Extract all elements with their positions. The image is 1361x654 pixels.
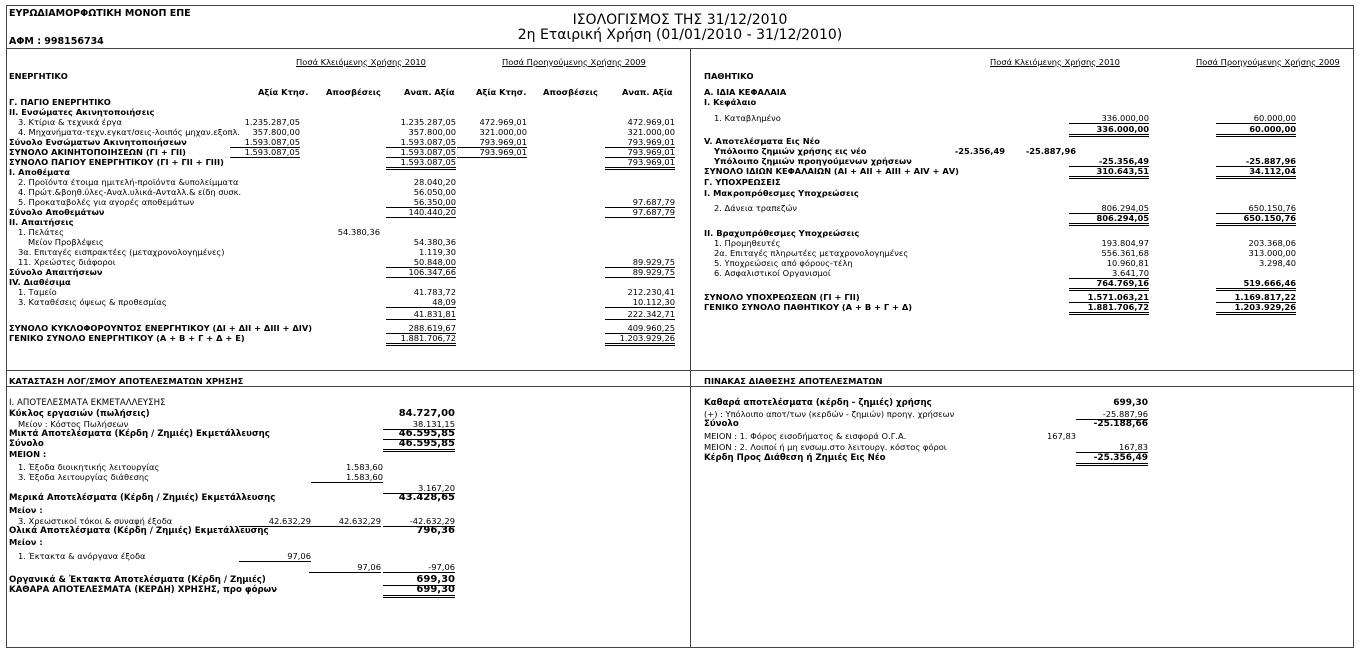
asset-row-label: 1. Ταμείο xyxy=(18,287,57,297)
asset-row-label: 2. Προϊόντα έτοιμα ημιτελή-προϊόντα &υπολείμματα xyxy=(18,177,239,187)
asset-value-f: 97.687,79 xyxy=(605,207,675,218)
liability-value-p: 3.298,40 xyxy=(1259,258,1296,268)
income-value-a: 42.632,29 xyxy=(239,516,311,527)
distribution-row-label: Σύνολο xyxy=(704,419,739,429)
liability-row-label: ΣΥΝΟΛΟ ΙΔΙΩΝ ΚΕΦΑΛΑΙΩΝ (ΑΙ + ΑΙΙ + ΑΙΙΙ + ΑΙV + ΑV) xyxy=(704,166,959,176)
liability-value-c: 336.000,00 xyxy=(1069,113,1149,124)
asset-value-f: 10.112,30 xyxy=(605,297,675,308)
mid-divider-2 xyxy=(6,386,1354,387)
asset-value-c: 288.619,67 xyxy=(386,323,456,334)
asset-row-label: 11. Χρεώστες διάφοροι xyxy=(18,257,116,267)
income-value-b: 97,06 xyxy=(309,562,381,573)
asset-row-label: 3. Κτίρια & τεχνικά έργα xyxy=(18,117,122,127)
asset-value-c: 140.440,20 xyxy=(386,207,456,218)
liability-row-label: Ι. Μακροπρόθεσμες Υποχρεώσεις xyxy=(704,188,859,198)
distribution-value-d: -25.356,49 xyxy=(1076,453,1148,466)
liability-row-label: 6. Ασφαλιστικοί Οργανισμοί xyxy=(714,268,831,278)
income-row-label: Μείον : Κόστος Πωλήσεων xyxy=(18,419,129,429)
asset-value-c: 1.593.087,05 xyxy=(386,147,456,158)
distribution-title: ΠΙΝΑΚΑΣ ΔΙΑΘΕΣΗΣ ΑΠΟΤΕΛΕΣΜΑΤΩΝ xyxy=(704,376,883,386)
liability-value-p: 60.000,00 xyxy=(1216,124,1296,137)
company-afm: ΑΦΜ : 998156734 xyxy=(9,36,104,47)
column-divider xyxy=(690,48,691,648)
asset-row-label: ΣΥΝΟΛΟ ΠΑΓΙΟΥ ΕΝΕΡΓΗΤΙΚΟΥ (ΓΙ + ΓΙΙ + ΓΙΙΙ) xyxy=(9,157,224,167)
asset-value-f: 222.342,71 xyxy=(605,309,675,320)
liability-value-c: -25.356,49 xyxy=(1069,156,1149,167)
asset-value-a: 1.593.087,05 xyxy=(230,147,300,158)
liability-value-p: -25.887,96 xyxy=(1216,156,1296,167)
asset-value-c: 56.050,00 xyxy=(413,187,456,197)
asset-value-f: 212.230,41 xyxy=(627,287,675,297)
asset-row-label: Σύνολο Αποθεμάτων xyxy=(9,207,105,217)
asset-value-f: 89.929,75 xyxy=(605,267,675,278)
asset-value-f: 793.969,01 xyxy=(605,147,675,158)
asset-value-f: 472.969,01 xyxy=(627,117,675,127)
asset-value-c: 1.119,30 xyxy=(419,247,456,257)
liability-value-p: 1.203.929,26 xyxy=(1216,302,1296,315)
assets-section-title: ΕΝΕΡΓΗΤΙΚΟ xyxy=(9,71,68,81)
liability-row-label: ΙΙ. Βραχυπρόθεσμες Υποχρεώσεις xyxy=(704,228,860,238)
distribution-row-label: ΜΕΙΟΝ : 2. Λοιποί ή μη ενσωμ.στο λειτουργ. κόστος φόροι xyxy=(704,442,947,452)
asset-value-f: 97.687,79 xyxy=(605,197,675,208)
assets-period-previous: Ποσά Προηγούμενης Χρήσης 2009 xyxy=(502,57,646,67)
asset-value-a: 1.235.287,05 xyxy=(244,117,300,127)
mid-divider xyxy=(6,370,1354,371)
distribution-row-label: ΜΕΙΟΝ : 1. Φόρος εισοδήματος & εισφορά Ο.Γ.Α. xyxy=(704,431,907,441)
liabilities-section-title: ΠΑΘΗΤΙΚΟ xyxy=(704,71,754,81)
asset-row-label: 3α. Επιταγές εισπρακτέες (μεταχρονολογημένες) xyxy=(18,247,225,257)
liability-row-label: 5. Υποχρεώσεις από φόρους-τέλη xyxy=(714,258,853,268)
asset-row-label: Γ. ΠΑΓΙΟ ΕΝΕΡΓΗΤΙΚΟ xyxy=(9,97,111,107)
asset-row-label: 4. Πρώτ.&βοηθ.ύλες-Αναλ.υλικά-Ανταλλ.& είδη συσκ. xyxy=(18,187,242,197)
liability-row-label: V. Αποτελέσματα Εις Νέο xyxy=(704,136,820,146)
liability-row-label: Υπόλοιπο ζημιών προηγούμενων χρήσεων xyxy=(714,156,912,166)
liability-row-label: Α. ΙΔΙΑ ΚΕΦΑΛΑΙΑ xyxy=(704,87,787,97)
asset-value-d: 793.969,01 xyxy=(457,137,527,148)
asset-value-c: 28.040,20 xyxy=(413,177,456,187)
liability-value-p: 313.000,00 xyxy=(1248,248,1296,258)
asset-row-label: ΣΥΝΟΛΟ ΑΚΙΝΗΤΟΠΟΙΗΣΕΩΝ (ΓΙ + ΓΙΙ) xyxy=(9,147,186,157)
liability-row-label: Υπόλοιπο ζημιών χρήσης εις νέο xyxy=(714,146,867,156)
distribution-value-d: -25.188,66 xyxy=(1093,419,1148,429)
liability-value-c: 3.641,70 xyxy=(1069,268,1149,279)
distribution-row-label: Κέρδη Προς Διάθεση ή Ζημιές Εις Νέο xyxy=(704,453,886,463)
asset-row-label: 4. Μηχανήματα-τεχν.εγκατ/σεις-λοιπός μηχαν.εξοπλ. xyxy=(18,127,241,137)
company-name: ΕΥΡΩΔΙΑΜΟΡΦΩΤΙΚΗ ΜΟΝΟΠ ΕΠΕ xyxy=(9,8,191,19)
balance-subtitle: 2η Εταιρική Χρήση (01/01/2010 - 31/12/2010) xyxy=(517,27,843,43)
asset-value-c: 1.593.087,05 xyxy=(386,157,456,170)
income-value-c: 1.583,60 xyxy=(311,472,383,483)
liability-value-p: 519.666,46 xyxy=(1216,278,1296,291)
liability-row-label: ΣΥΝΟΛΟ ΥΠΟΧΡΕΩΣΕΩΝ (ΓΙ + ΓΙΙ) xyxy=(704,292,860,302)
income-value-d: 43.428,65 xyxy=(398,492,455,503)
liability-value-x2: -25.887,96 xyxy=(1025,146,1076,156)
asset-row-label: ΙΙ. Ενσώματες Ακινητοποιήσεις xyxy=(9,107,155,117)
col-header-net: Αναπ. Αξία xyxy=(404,87,455,97)
asset-row-label: 1. Πελάτες xyxy=(18,227,65,237)
asset-value-f: 793.969,01 xyxy=(605,137,675,148)
distribution-value-d: -25.887,96 xyxy=(1076,409,1148,420)
income-row-label: Μείον : xyxy=(9,537,43,547)
liability-value-c: 1.881.706,72 xyxy=(1069,302,1149,315)
income-row-label: Μικτά Αποτελέσματα (Κέρδη / Ζημιές) Εκμετάλλευσης xyxy=(9,429,270,439)
income-row-label: Κύκλος εργασιών (πωλήσεις) xyxy=(9,409,150,419)
col-header-depr-prev: Αποσβέσεις xyxy=(543,87,598,97)
liability-value-p: 650.150,76 xyxy=(1216,213,1296,226)
income-value-d: 46.595,85 xyxy=(383,429,455,440)
liability-value-x1: -25.356,49 xyxy=(954,146,1005,156)
asset-row-label: Ι. Αποθέματα xyxy=(9,167,70,177)
income-value-c: 1.583,60 xyxy=(346,462,383,472)
asset-value-c: 1.235.287,05 xyxy=(400,117,456,127)
income-value-d: 46.595,85 xyxy=(383,439,455,452)
asset-value-f: 1.203.929,26 xyxy=(605,333,675,346)
income-row-label: 1. Έκτακτα & ανόργανα έξοδα xyxy=(18,551,146,561)
income-value-d: 796,36 xyxy=(416,525,455,536)
asset-value-f: 89.929,75 xyxy=(605,257,675,268)
liability-value-c: 310.643,51 xyxy=(1069,166,1149,179)
income-value-d: 38.131,15 xyxy=(383,419,455,430)
balance-title: ΙΣΟΛΟΓΙΣΜΟΣ ΤΗΣ 31/12/2010 xyxy=(572,12,788,28)
asset-value-c: 48,09 xyxy=(386,297,456,308)
income-value-d: -97,06 xyxy=(383,562,455,573)
income-row-label: ΜΕΙΟΝ : xyxy=(9,449,47,459)
col-header-net-prev: Αναπ. Αξία xyxy=(622,87,673,97)
income-title: ΚΑΤΑΣΤΑΣΗ ΛΟΓ/ΣΜΟΥ ΑΠΟΤΕΛΕΣΜΑΤΩΝ ΧΡΗΣΗΣ xyxy=(9,376,244,386)
income-row-label: 3. Έξοδα λειτουργίας διάθεσης xyxy=(18,472,149,482)
liability-row-label: 2. Δάνεια τραπεζών xyxy=(714,203,798,213)
income-row-label: Σύνολο xyxy=(9,439,44,449)
income-value-d: 84.727,00 xyxy=(398,408,455,419)
liability-row-label: 1. Προμηθευτές xyxy=(714,238,781,248)
asset-value-c: 106.347,66 xyxy=(386,267,456,278)
col-header-cost: Αξία Κτησ. xyxy=(258,87,309,97)
asset-value-d: 321.000,00 xyxy=(479,127,527,137)
income-row-label: 1. Έξοδα διοικητικής λειτουργίας xyxy=(18,462,160,472)
income-value-d: 699,30 xyxy=(383,575,455,586)
liability-value-p: 1.169.817,22 xyxy=(1216,292,1296,303)
income-row-label: ΚΑΘΑΡΑ ΑΠΟΤΕΛΕΣΜΑΤΑ (ΚΕΡΔΗ) ΧΡΗΣΗΣ, προ φόρων xyxy=(9,585,277,595)
asset-row-label: Σύνολο Απαιτήσεων xyxy=(9,267,103,277)
liability-value-c: 193.804,97 xyxy=(1101,238,1149,248)
distribution-value-c: 167,83 xyxy=(1046,431,1076,441)
income-value-d: -42.632,29 xyxy=(383,516,455,527)
liability-value-c: 10.960,81 xyxy=(1106,258,1149,268)
asset-value-c: 50.848,00 xyxy=(386,257,456,268)
liab-period-current: Ποσά Κλειόμενης Χρήσης 2010 xyxy=(990,57,1120,67)
asset-row-label: Μείον Προβλέψεις xyxy=(28,237,104,247)
liability-value-p: 60.000,00 xyxy=(1216,113,1296,124)
asset-row-label: 3. Καταθέσεις όψεως & προθεσμίας xyxy=(18,297,167,307)
asset-value-c: 54.380,36 xyxy=(413,237,456,247)
distribution-value-d: 167,83 xyxy=(1076,442,1148,453)
liability-row-label: ΓΕΝΙΚΟ ΣΥΝΟΛΟ ΠΑΘΗΤΙΚΟΥ (Α + Β + Γ + Δ) xyxy=(704,302,913,312)
liability-value-c: 806.294,05 xyxy=(1069,203,1149,214)
liability-value-c: 764.769,16 xyxy=(1069,278,1149,291)
liability-row-label: 1. Καταβλημένο xyxy=(714,113,781,123)
asset-value-f: 409.960,25 xyxy=(605,323,675,334)
liability-value-c: 1.571.063,21 xyxy=(1069,292,1149,303)
liability-value-c: 556.361,68 xyxy=(1101,248,1149,258)
liability-row-label: 2α. Επιταγές πληρωτέες μεταχρονολογημένες xyxy=(714,248,909,258)
asset-row-label: Σύνολο Ενσώματων Ακινητοποιήσεων xyxy=(9,137,187,147)
col-header-depr: Αποσβέσεις xyxy=(326,87,381,97)
income-value-b: 42.632,29 xyxy=(309,516,381,527)
liability-value-p: 203.368,06 xyxy=(1248,238,1296,248)
income-row-label: Οργανικά & Έκτακτα Αποτελέσματα (Κέρδη / Ζημιές) xyxy=(9,575,266,585)
asset-value-f: 793.969,01 xyxy=(605,157,675,170)
income-row-label: Μερικά Αποτελέσματα (Κέρδη / Ζημιές) Εκμετάλλευσης xyxy=(9,493,276,503)
asset-value-a: 1.593.087,05 xyxy=(230,137,300,148)
distribution-row-label: (+) : Υπόλοιπο αποτ/των (κερδών - ζημιών) προηγ. χρήσεων xyxy=(704,409,955,419)
asset-value-f: 321.000,00 xyxy=(627,127,675,137)
header-divider xyxy=(6,48,1354,49)
asset-row-label: ΣΥΝΟΛΟ ΚΥΚΛΟΦΟΡΟΥΝΤΟΣ ΕΝΕΡΓΗΤΙΚΟΥ (ΔΙ + ΔΙΙ + ΔΙΙΙ + ΔΙV) xyxy=(9,323,313,333)
asset-value-d: 472.969,01 xyxy=(479,117,527,127)
asset-row-label: ΓΕΝΙΚΟ ΣΥΝΟΛΟ ΕΝΕΡΓΗΤΙΚΟΥ (Α + Β + Γ + Δ + Ε) xyxy=(9,333,245,343)
asset-value-c: 1.881.706,72 xyxy=(386,333,456,346)
income-value-a: 97,06 xyxy=(239,551,311,562)
distribution-value-d: 699,30 xyxy=(1113,398,1148,408)
asset-value-c: 1.593.087,05 xyxy=(386,137,456,148)
col-header-cost-prev: Αξία Κτησ. xyxy=(476,87,527,97)
liability-row-label: Γ. ΥΠΟΧΡΕΩΣΕΙΣ xyxy=(704,177,781,187)
asset-value-c: 41.831,81 xyxy=(386,309,456,320)
asset-value-b: 54.380,36 xyxy=(337,227,380,237)
asset-value-c: 56.350,00 xyxy=(386,197,456,208)
liability-value-c: 336.000,00 xyxy=(1069,124,1149,137)
income-row-label: Ι. ΑΠΟΤΕΛΕΣΜΑΤΑ ΕΚΜΕΤΑΛΛΕΥΣΗΣ xyxy=(9,398,166,408)
liability-value-p: 650.150,76 xyxy=(1216,203,1296,214)
asset-value-d: 793.969,01 xyxy=(457,147,527,158)
income-row-label: 3. Χρεωστικοί τόκοι & συναφή έξοδα xyxy=(18,516,173,526)
liability-value-p: 34.112,04 xyxy=(1216,166,1296,179)
distribution-row-label: Καθαρά αποτελέσματα (κέρδη - ζημιές) χρήσης xyxy=(704,398,932,408)
asset-value-c: 357.800,00 xyxy=(408,127,456,137)
income-row-label: Ολικά Αποτελέσματα (Κέρδη / Ζημιές) Εκμετάλλευσης xyxy=(9,526,269,536)
liability-row-label: Ι. Κεφάλαιο xyxy=(704,97,757,107)
income-value-d: 3.167,20 xyxy=(383,483,455,494)
asset-value-a: 357.800,00 xyxy=(252,127,300,137)
asset-row-label: 5. Προκαταβολές για αγορές αποθεμάτων xyxy=(18,197,195,207)
liability-value-c: 806.294,05 xyxy=(1069,213,1149,226)
asset-row-label: ΙV. Διαθέσιμα xyxy=(9,277,71,287)
assets-period-current: Ποσά Κλειόμενης Χρήσης 2010 xyxy=(296,57,426,67)
income-value-d: 699,30 xyxy=(383,585,455,598)
income-row-label: Μείον : xyxy=(9,505,43,515)
liab-period-previous: Ποσά Προηγούμενης Χρήσης 2009 xyxy=(1196,57,1340,67)
asset-value-c: 41.783,72 xyxy=(413,287,456,297)
asset-row-label: ΙΙ. Απαιτήσεις xyxy=(9,217,74,227)
